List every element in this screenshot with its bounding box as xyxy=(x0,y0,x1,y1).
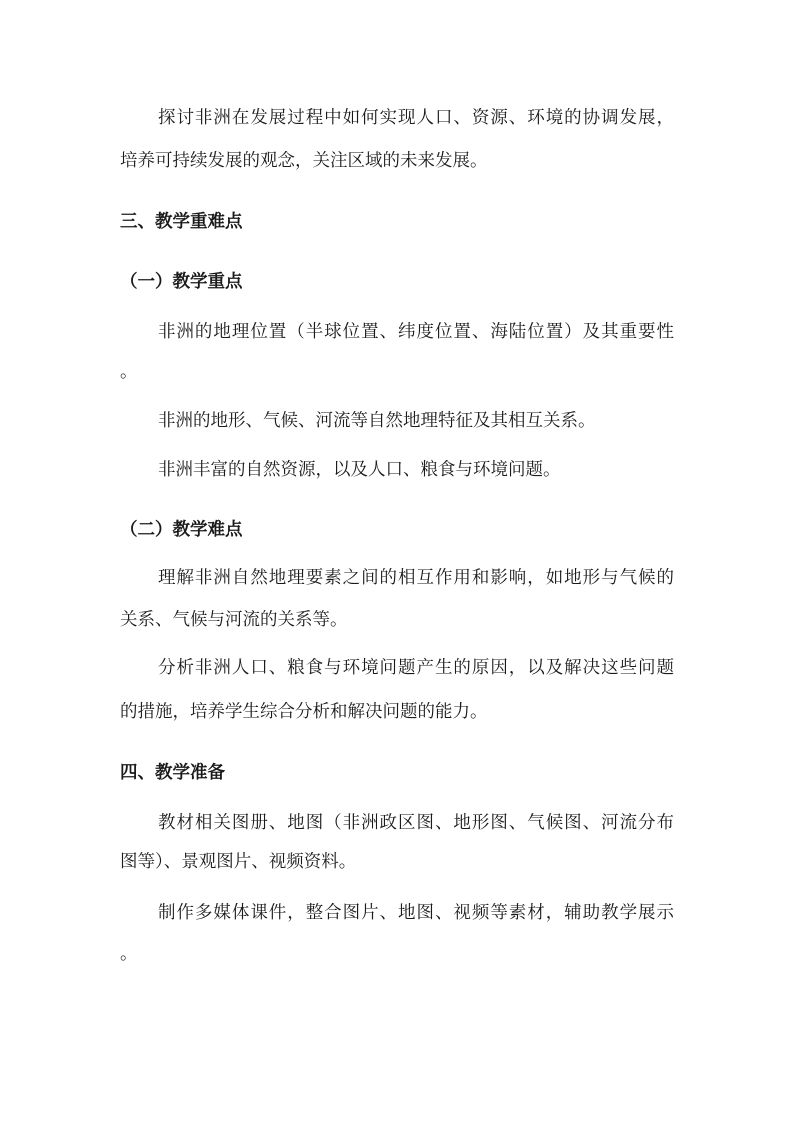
paragraph-line: 关系、气候与河流的关系等。 xyxy=(120,610,348,630)
section-heading: 三、教学重难点 xyxy=(120,212,243,232)
paragraph-line: 。 xyxy=(120,362,138,382)
paragraph-line: 非洲的地形、气候、河流等自然地理特征及其相互关系。 xyxy=(158,411,596,431)
paragraph-line: 非洲的地理位置（半球位置、纬度位置、海陆位置）及其重要性 xyxy=(158,322,674,342)
paragraph-line: 培养可持续发展的观念，关注区域的未来发展。 xyxy=(120,151,488,171)
paragraph-line: 分析非洲人口、粮食与环境问题产生的原因，以及解决这些问题 xyxy=(158,658,674,678)
paragraph-line: 探讨非洲在发展过程中如何实现人口、资源、环境的协调发展， xyxy=(158,108,674,128)
paragraph-line: 。 xyxy=(120,944,138,964)
paragraph-line: 非洲丰富的自然资源，以及人口、粮食与环境问题。 xyxy=(158,460,561,480)
paragraph-line: 教材相关图册、地图（非洲政区图、地形图、气候图、河流分布 xyxy=(158,813,674,833)
section-heading: 四、教学准备 xyxy=(120,763,225,783)
subsection-heading: （一）教学重点 xyxy=(120,272,243,292)
paragraph-line: 的措施，培养学生综合分析和解决问题的能力。 xyxy=(120,702,488,722)
paragraph-line: 理解非洲自然地理要素之间的相互作用和影响，如地形与气候的 xyxy=(158,568,674,588)
paragraph-line: 图等）、景观图片、视频资料。 xyxy=(120,852,357,872)
subsection-heading: （二）教学难点 xyxy=(120,520,243,540)
paragraph-line: 制作多媒体课件，整合图片、地图、视频等素材，辅助教学展示 xyxy=(158,903,674,923)
